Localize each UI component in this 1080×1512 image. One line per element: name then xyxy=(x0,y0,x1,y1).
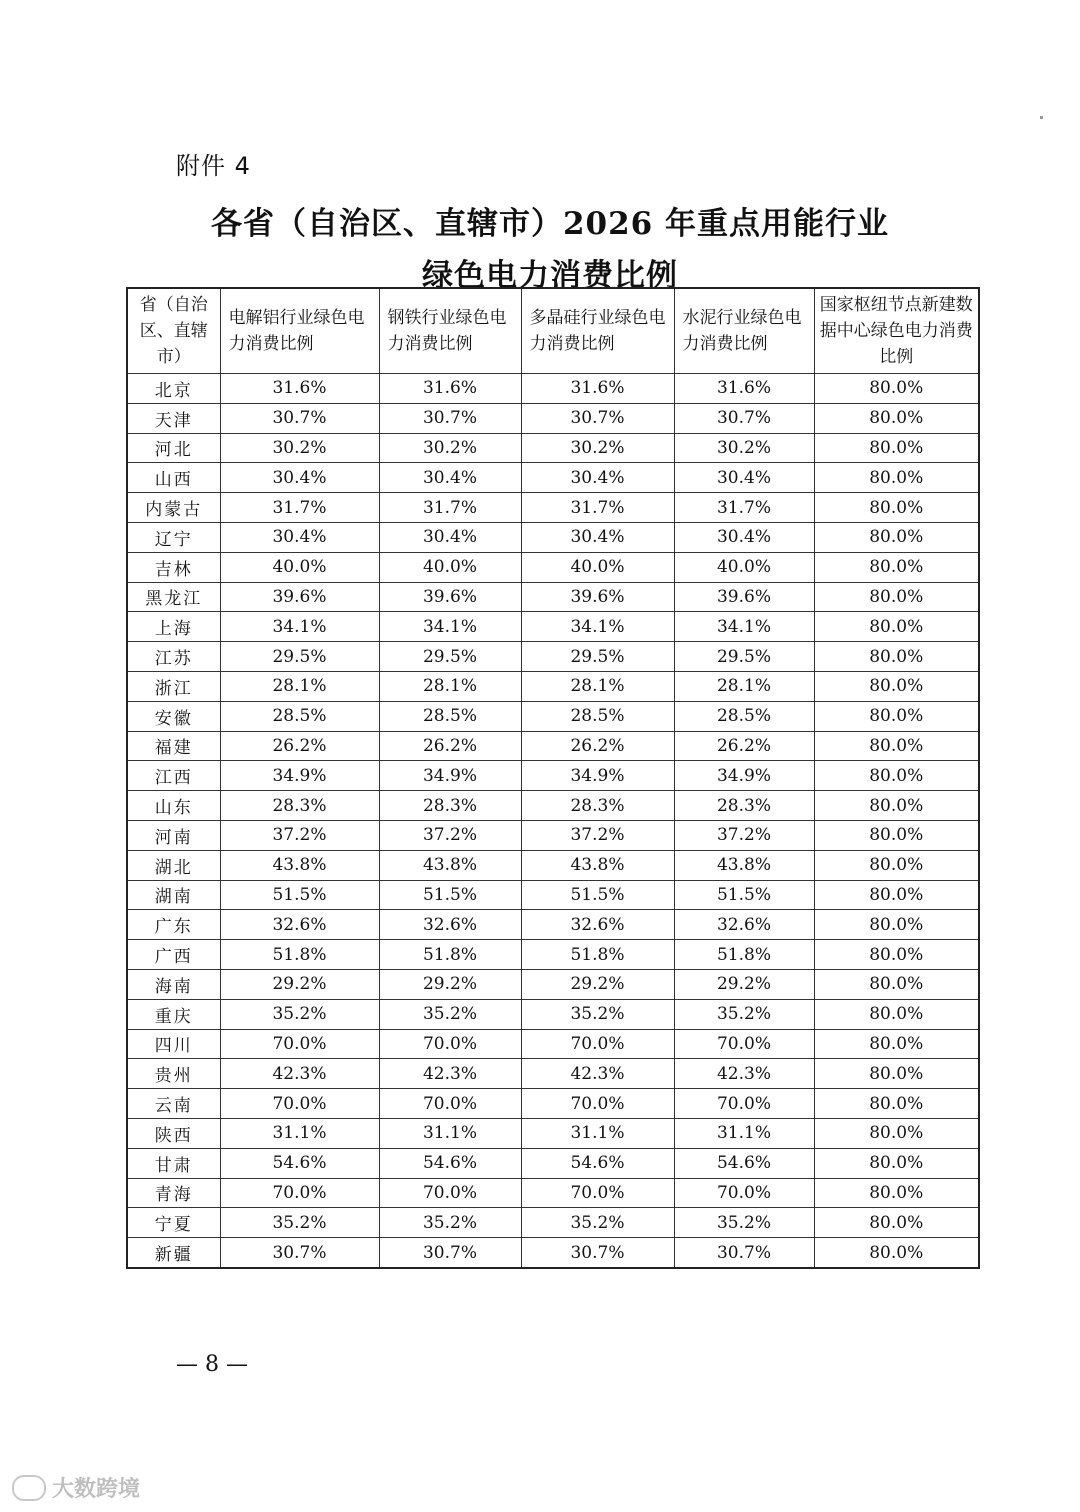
ratio-cell: 32.6% xyxy=(220,910,379,940)
ratio-cell: 29.5% xyxy=(379,642,521,672)
ratio-cell: 80.0% xyxy=(814,1029,979,1059)
ratio-cell: 34.9% xyxy=(220,761,379,791)
ratio-cell: 35.2% xyxy=(220,999,379,1029)
table-header-row xyxy=(127,288,979,374)
ratio-cell: 31.1% xyxy=(674,1118,814,1148)
province-cell: 山西 xyxy=(127,463,220,493)
ratio-cell: 28.5% xyxy=(220,701,379,731)
ratio-cell: 29.2% xyxy=(379,969,521,999)
ratio-cell: 30.7% xyxy=(220,403,379,433)
ratio-cell: 30.2% xyxy=(220,433,379,463)
province-cell: 新疆 xyxy=(127,1238,220,1268)
page-title-line1: 各省（自治区、直辖市）2026 年重点用能行业 xyxy=(210,206,890,242)
ratio-cell: 37.2% xyxy=(220,820,379,850)
ratio-cell: 30.7% xyxy=(379,403,521,433)
province-cell: 湖北 xyxy=(127,850,220,880)
ratio-cell: 37.2% xyxy=(521,820,674,850)
province-cell: 宁夏 xyxy=(127,1208,220,1238)
ratio-cell: 43.8% xyxy=(674,850,814,880)
ratio-cell: 35.2% xyxy=(674,1208,814,1238)
ratio-cell: 26.2% xyxy=(379,731,521,761)
ratio-cell: 70.0% xyxy=(379,1029,521,1059)
table-row xyxy=(127,463,979,493)
ratio-cell: 28.5% xyxy=(521,701,674,731)
ratio-cell: 54.6% xyxy=(521,1148,674,1178)
ratio-cell: 30.7% xyxy=(521,403,674,433)
ratio-cell: 40.0% xyxy=(220,552,379,582)
ratio-cell: 51.8% xyxy=(674,940,814,970)
ratio-cell: 35.2% xyxy=(521,999,674,1029)
table-row xyxy=(127,403,979,433)
ratio-cell: 51.8% xyxy=(521,940,674,970)
ratio-cell: 42.3% xyxy=(674,1059,814,1089)
table-row xyxy=(127,522,979,552)
province-cell: 安徽 xyxy=(127,701,220,731)
ratio-cell: 35.2% xyxy=(379,999,521,1029)
ratio-cell: 70.0% xyxy=(220,1089,379,1119)
table-row xyxy=(127,433,979,463)
table-row xyxy=(127,1238,979,1268)
ratio-cell: 80.0% xyxy=(814,522,979,552)
table-row xyxy=(127,969,979,999)
ratio-cell: 28.5% xyxy=(674,701,814,731)
ratio-cell: 34.1% xyxy=(379,612,521,642)
table-row xyxy=(127,374,979,404)
ratio-cell: 80.0% xyxy=(814,1178,979,1208)
province-cell: 黑龙江 xyxy=(127,582,220,612)
ratio-cell: 28.1% xyxy=(674,671,814,701)
table-row xyxy=(127,701,979,731)
ratio-cell: 80.0% xyxy=(814,642,979,672)
ratio-cell: 39.6% xyxy=(674,582,814,612)
header-polysilicon: 多晶硅行业绿色电力消费比例 xyxy=(521,288,674,374)
ratio-cell: 80.0% xyxy=(814,374,979,404)
ratio-cell: 34.9% xyxy=(674,761,814,791)
table-row xyxy=(127,552,979,582)
province-cell: 广西 xyxy=(127,940,220,970)
ratio-cell: 80.0% xyxy=(814,1238,979,1268)
ratio-cell: 70.0% xyxy=(379,1178,521,1208)
ratio-cell: 30.4% xyxy=(674,522,814,552)
ratio-cell: 42.3% xyxy=(521,1059,674,1089)
watermark-text: 大数跨境 xyxy=(52,1477,141,1502)
ratio-cell: 30.4% xyxy=(220,463,379,493)
table-row xyxy=(127,820,979,850)
ratio-cell: 31.6% xyxy=(521,374,674,404)
ratio-cell: 29.2% xyxy=(674,969,814,999)
ratio-cell: 80.0% xyxy=(814,940,979,970)
province-cell: 陕西 xyxy=(127,1118,220,1148)
table-row xyxy=(127,850,979,880)
ratio-cell: 80.0% xyxy=(814,582,979,612)
ratio-cell: 32.6% xyxy=(379,910,521,940)
ratio-cell: 70.0% xyxy=(674,1029,814,1059)
ratio-cell: 80.0% xyxy=(814,820,979,850)
ratio-cell: 70.0% xyxy=(674,1089,814,1119)
province-cell: 广东 xyxy=(127,910,220,940)
province-cell: 青海 xyxy=(127,1178,220,1208)
table-row xyxy=(127,582,979,612)
ratio-cell: 42.3% xyxy=(379,1059,521,1089)
table-row xyxy=(127,671,979,701)
ratio-cell: 80.0% xyxy=(814,1118,979,1148)
ratio-cell: 80.0% xyxy=(814,999,979,1029)
table-row xyxy=(127,880,979,910)
ratio-cell: 80.0% xyxy=(814,552,979,582)
ratio-cell: 54.6% xyxy=(674,1148,814,1178)
ratio-cell: 80.0% xyxy=(814,791,979,821)
province-cell: 四川 xyxy=(127,1029,220,1059)
table-row xyxy=(127,731,979,761)
table-row xyxy=(127,493,979,523)
ratio-cell: 29.2% xyxy=(220,969,379,999)
ratio-cell: 39.6% xyxy=(379,582,521,612)
ratio-cell: 80.0% xyxy=(814,880,979,910)
ratio-cell: 80.0% xyxy=(814,1059,979,1089)
province-cell: 浙江 xyxy=(127,671,220,701)
table-row xyxy=(127,1118,979,1148)
ratio-cell: 30.4% xyxy=(521,463,674,493)
ratio-cell: 70.0% xyxy=(521,1089,674,1119)
ratio-cell: 30.2% xyxy=(521,433,674,463)
ratio-cell: 30.7% xyxy=(674,1238,814,1268)
ratio-cell: 31.6% xyxy=(674,374,814,404)
province-cell: 江苏 xyxy=(127,642,220,672)
ratio-cell: 35.2% xyxy=(674,999,814,1029)
ratio-cell: 32.6% xyxy=(674,910,814,940)
province-cell: 天津 xyxy=(127,403,220,433)
table-row xyxy=(127,940,979,970)
page-number: — 8 — xyxy=(176,1352,248,1377)
ratio-cell: 28.3% xyxy=(379,791,521,821)
ratio-cell: 54.6% xyxy=(220,1148,379,1178)
attachment-label: 附件 4 xyxy=(176,152,251,180)
header-data-center: 国家枢纽节点新建数据中心绿色电力消费比例 xyxy=(814,288,979,374)
watermark-logo-icon xyxy=(12,1475,46,1501)
table-row xyxy=(127,761,979,791)
ratio-cell: 30.2% xyxy=(379,433,521,463)
header-aluminum: 电解铝行业绿色电力消费比例 xyxy=(220,288,379,374)
ratio-cell: 30.7% xyxy=(521,1238,674,1268)
ratio-cell: 34.9% xyxy=(379,761,521,791)
table-row xyxy=(127,791,979,821)
province-cell: 上海 xyxy=(127,612,220,642)
ratio-cell: 80.0% xyxy=(814,850,979,880)
ratio-cell: 30.4% xyxy=(379,463,521,493)
province-cell: 重庆 xyxy=(127,999,220,1029)
ratio-cell: 80.0% xyxy=(814,433,979,463)
ratio-cell: 70.0% xyxy=(521,1178,674,1208)
table-row xyxy=(127,1148,979,1178)
ratio-cell: 40.0% xyxy=(379,552,521,582)
ratio-cell: 32.6% xyxy=(521,910,674,940)
province-cell: 福建 xyxy=(127,731,220,761)
ratio-cell: 31.7% xyxy=(379,493,521,523)
ratio-cell: 51.8% xyxy=(379,940,521,970)
ratio-cell: 29.5% xyxy=(674,642,814,672)
ratio-cell: 40.0% xyxy=(674,552,814,582)
province-cell: 江西 xyxy=(127,761,220,791)
province-cell: 辽宁 xyxy=(127,522,220,552)
ratio-cell: 80.0% xyxy=(814,910,979,940)
table-row xyxy=(127,1029,979,1059)
ratio-cell: 80.0% xyxy=(814,1089,979,1119)
province-cell: 山东 xyxy=(127,791,220,821)
ratio-cell: 51.5% xyxy=(220,880,379,910)
province-cell: 湖南 xyxy=(127,880,220,910)
ratio-cell: 28.3% xyxy=(220,791,379,821)
province-cell: 甘肃 xyxy=(127,1148,220,1178)
ratio-cell: 70.0% xyxy=(220,1029,379,1059)
province-cell: 北京 xyxy=(127,374,220,404)
ratio-cell: 26.2% xyxy=(674,731,814,761)
ratio-cell: 28.3% xyxy=(521,791,674,821)
table-row xyxy=(127,999,979,1029)
table-row xyxy=(127,910,979,940)
ratio-cell: 80.0% xyxy=(814,671,979,701)
ratio-cell: 80.0% xyxy=(814,493,979,523)
ratio-cell: 29.2% xyxy=(521,969,674,999)
ratio-cell: 28.3% xyxy=(674,791,814,821)
ratio-cell: 70.0% xyxy=(521,1029,674,1059)
ratio-cell: 34.9% xyxy=(521,761,674,791)
ratio-cell: 34.1% xyxy=(674,612,814,642)
ratio-cell: 31.6% xyxy=(220,374,379,404)
header-steel: 钢铁行业绿色电力消费比例 xyxy=(379,288,521,374)
ratio-cell: 80.0% xyxy=(814,1208,979,1238)
scan-speck xyxy=(1040,116,1043,119)
table-body xyxy=(127,374,979,1268)
ratio-cell: 30.7% xyxy=(220,1238,379,1268)
header-cement: 水泥行业绿色电力消费比例 xyxy=(674,288,814,374)
table-row xyxy=(127,1059,979,1089)
province-cell: 吉林 xyxy=(127,552,220,582)
province-cell: 海南 xyxy=(127,969,220,999)
ratio-cell: 31.1% xyxy=(379,1118,521,1148)
ratio-cell: 51.8% xyxy=(220,940,379,970)
ratio-cell: 30.2% xyxy=(674,433,814,463)
ratio-cell: 43.8% xyxy=(220,850,379,880)
province-cell: 内蒙古 xyxy=(127,493,220,523)
ratio-cell: 30.7% xyxy=(379,1238,521,1268)
ratio-cell: 40.0% xyxy=(521,552,674,582)
ratio-cell: 37.2% xyxy=(379,820,521,850)
ratio-cell: 28.5% xyxy=(379,701,521,731)
table-row xyxy=(127,1089,979,1119)
ratio-cell: 31.6% xyxy=(379,374,521,404)
ratio-cell: 30.4% xyxy=(220,522,379,552)
ratio-cell: 80.0% xyxy=(814,761,979,791)
ratio-cell: 37.2% xyxy=(674,820,814,850)
ratio-cell: 29.5% xyxy=(220,642,379,672)
page-title-line2: 绿色电力消费比例 xyxy=(422,258,678,294)
province-cell: 河南 xyxy=(127,820,220,850)
ratio-cell: 80.0% xyxy=(814,463,979,493)
province-cell: 河北 xyxy=(127,433,220,463)
ratio-cell: 80.0% xyxy=(814,1148,979,1178)
ratio-cell: 26.2% xyxy=(521,731,674,761)
province-cell: 云南 xyxy=(127,1089,220,1119)
ratio-cell: 31.7% xyxy=(220,493,379,523)
ratio-cell: 70.0% xyxy=(379,1089,521,1119)
header-province: 省（自治区、直辖市） xyxy=(127,288,220,374)
ratio-cell: 35.2% xyxy=(220,1208,379,1238)
table-row xyxy=(127,1208,979,1238)
ratio-cell: 51.5% xyxy=(379,880,521,910)
ratio-cell: 30.7% xyxy=(674,403,814,433)
ratio-cell: 31.7% xyxy=(674,493,814,523)
table-row xyxy=(127,642,979,672)
ratio-cell: 31.1% xyxy=(220,1118,379,1148)
ratio-cell: 43.8% xyxy=(379,850,521,880)
ratio-cell: 80.0% xyxy=(814,731,979,761)
ratio-cell: 70.0% xyxy=(220,1178,379,1208)
ratio-cell: 39.6% xyxy=(220,582,379,612)
ratio-cell: 35.2% xyxy=(521,1208,674,1238)
ratio-cell: 34.1% xyxy=(220,612,379,642)
ratio-cell: 30.4% xyxy=(674,463,814,493)
ratio-cell: 28.1% xyxy=(521,671,674,701)
ratio-cell: 30.4% xyxy=(379,522,521,552)
ratio-cell: 51.5% xyxy=(521,880,674,910)
ratio-cell: 28.1% xyxy=(220,671,379,701)
ratio-cell: 28.1% xyxy=(379,671,521,701)
ratio-cell: 42.3% xyxy=(220,1059,379,1089)
ratio-cell: 43.8% xyxy=(521,850,674,880)
ratio-cell: 80.0% xyxy=(814,403,979,433)
province-cell: 贵州 xyxy=(127,1059,220,1089)
ratio-cell: 26.2% xyxy=(220,731,379,761)
ratio-cell: 30.4% xyxy=(521,522,674,552)
ratio-cell: 39.6% xyxy=(521,582,674,612)
ratio-cell: 29.5% xyxy=(521,642,674,672)
table-row xyxy=(127,1178,979,1208)
ratio-cell: 31.7% xyxy=(521,493,674,523)
ratio-cell: 51.5% xyxy=(674,880,814,910)
ratio-cell: 80.0% xyxy=(814,701,979,731)
watermark xyxy=(12,1472,140,1503)
ratio-cell: 34.1% xyxy=(521,612,674,642)
ratio-cell: 80.0% xyxy=(814,612,979,642)
ratio-cell: 70.0% xyxy=(674,1178,814,1208)
ratio-cell: 54.6% xyxy=(379,1148,521,1178)
ratio-cell: 31.1% xyxy=(521,1118,674,1148)
ratio-cell: 35.2% xyxy=(379,1208,521,1238)
green-power-ratio-table xyxy=(126,287,980,1269)
table-row xyxy=(127,612,979,642)
ratio-cell: 80.0% xyxy=(814,969,979,999)
